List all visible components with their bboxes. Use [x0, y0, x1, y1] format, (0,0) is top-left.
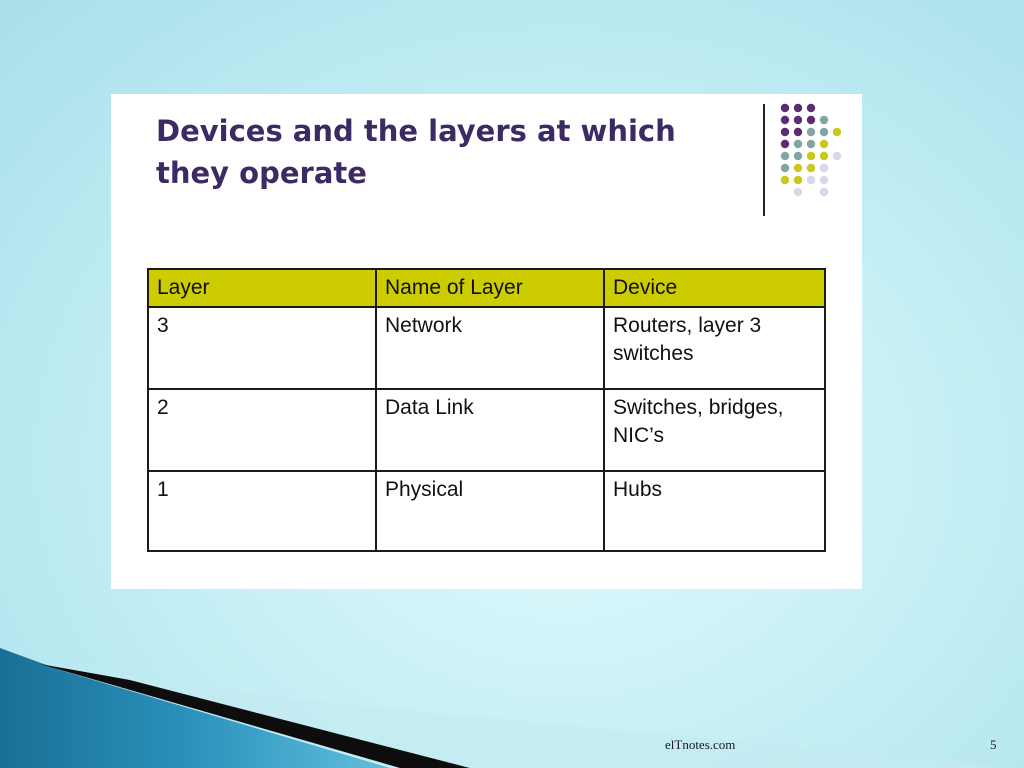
- logo-divider: [763, 104, 765, 216]
- dot-grid-logo: [777, 102, 857, 202]
- table-row: [148, 471, 825, 551]
- bottom-decoration: [0, 640, 1024, 768]
- cell-layer: 2: [148, 389, 376, 471]
- dot-grid-dots: [781, 104, 841, 196]
- cell-layer: 1: [148, 471, 376, 551]
- header-device: Device: [604, 269, 825, 307]
- table-row: [148, 389, 825, 471]
- page-number: 5: [990, 737, 997, 752]
- cell-device: Routers, layer 3 switches: [604, 307, 825, 389]
- cell-device: Switches, bridges, NIC’s: [604, 389, 825, 471]
- cell-layer: 3: [148, 307, 376, 389]
- cell-layer-name: Network: [376, 307, 604, 389]
- footer-site: elTnotes.com: [665, 737, 736, 752]
- slide-image: [111, 94, 862, 589]
- cell-layer-name: Physical: [376, 471, 604, 551]
- table-header-row: [148, 269, 825, 307]
- header-layer: Layer: [148, 269, 376, 307]
- slide-title: Devices and the layers at which they operate: [156, 114, 676, 190]
- cell-device: Hubs: [604, 471, 825, 551]
- header-name-of-layer: Name of Layer: [376, 269, 604, 307]
- cell-layer-name: Data Link: [376, 389, 604, 471]
- device-layer-table: [147, 268, 826, 552]
- table-row: [148, 307, 825, 389]
